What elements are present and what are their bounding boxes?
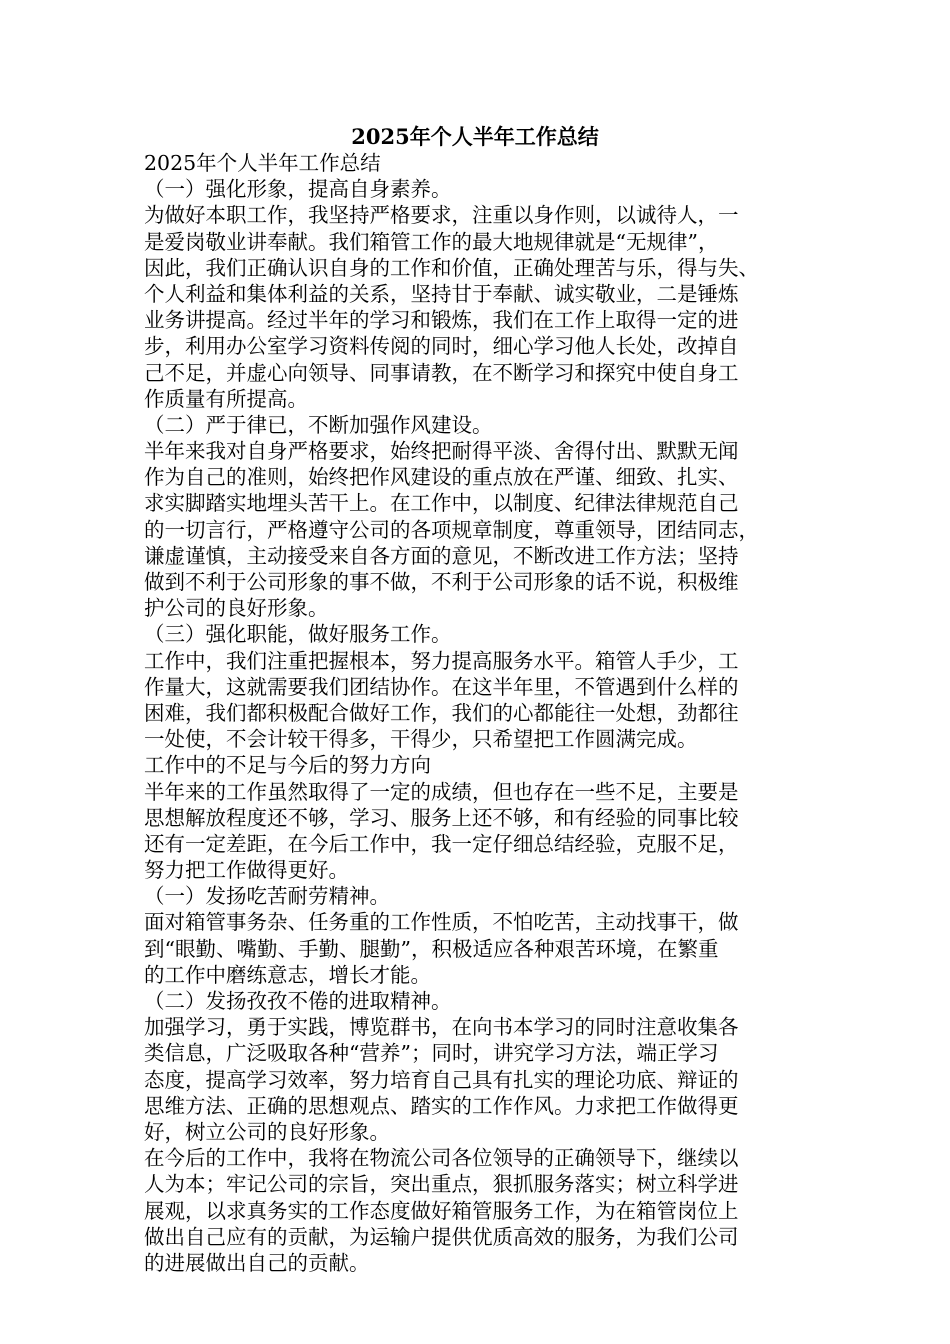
text-line: 做到不利于公司形象的事不做，不利于公司形象的话不说，积极维: [144, 570, 739, 594]
text-line: 面对箱管事务杂、任务重的工作性质，不怕吃苦，主动找事干，做: [144, 910, 739, 935]
text-line: 人为本；牢记公司的宗旨，突出重点，狠抓服务落实；树立科学进: [144, 1172, 739, 1197]
text-line: 态度，提高学习效率，努力培育自己具有扎实的理论功底、辩证的: [144, 1067, 739, 1092]
text-line: （一）强化形象，提高自身素养。: [144, 177, 452, 202]
text-line: 半年来我对自身严格要求，始终把耐得平淡、舍得付出、默默无闻: [144, 439, 739, 464]
text-line: 在今后的工作中，我将在物流公司各位领导的正确领导下，继续以: [144, 1146, 739, 1171]
text-line: （三）强化职能，做好服务工作。: [144, 622, 452, 647]
text-line: （一）发扬吃苦耐劳精神。: [144, 884, 390, 909]
text-line: 己不足，并虚心向领导、同事请教，在不断学习和探究中使自身工: [144, 360, 739, 385]
text-line: 的工作中磨练意志，增长才能。: [144, 962, 431, 987]
text-line: 因此，我们正确认识自身的工作和价值，正确处理苦与乐，得与失、: [144, 255, 759, 280]
text-line: 的一切言行，严格遵守公司的各项规章制度，尊重领导，团结同志，: [144, 517, 759, 542]
text-line: 谦虚谨慎，主动接受来自各方面的意见，不断改进工作方法；坚持: [144, 543, 739, 568]
text-line: （二）发扬孜孜不倦的进取精神。: [144, 989, 452, 1013]
text-line: 个人利益和集体利益的关系，坚持甘于奉献、诚实敬业，二是锤炼: [144, 281, 739, 306]
text-line: 半年来的工作虽然取得了一定的成绩，但也存在一些不足，主要是: [144, 779, 739, 804]
text-line: 作质量有所提高。: [144, 386, 308, 411]
text-line: 类信息，广泛吸取各种“营养”；同时，讲究学习方法，端正学习: [144, 1041, 719, 1066]
text-line: 工作中的不足与今后的努力方向: [144, 753, 431, 778]
text-line: 护公司的良好形象。: [144, 596, 329, 621]
text-line: 做出自己应有的贡献，为运输户提供优质高效的服务，为我们公司: [144, 1224, 739, 1249]
text-line: 为做好本职工作，我坚持严格要求，注重以身作则，以诚待人，一: [144, 203, 739, 228]
text-line: 展观，以求真务实的工作态度做好箱管服务工作，为在箱管岗位上: [144, 1198, 739, 1223]
text-line: （二）严于律已，不断加强作风建设。: [144, 412, 493, 437]
document-title: 2025年个人半年工作总结: [351, 124, 599, 149]
text-line: 2025年个人半年工作总结: [144, 151, 381, 175]
text-line: 步，利用办公室学习资料传阅的同时，细心学习他人长处，改掉自: [144, 334, 739, 359]
text-line: 还有一定差距，在今后工作中，我一定仔细总结经验，克服不足，: [144, 831, 739, 856]
text-line: 求实脚踏实地埋头苦干上。在工作中，以制度、纪律法律规范自己: [144, 491, 739, 516]
text-line: 是爱岗敬业讲奉献。我们箱管工作的最大地规律就是“无规律”，: [144, 229, 719, 254]
text-line: 思维方法、正确的思想观点、踏实的工作作风。力求把工作做得更: [144, 1093, 739, 1118]
text-line: 到“眼勤、嘴勤、手勤、腿勤”，积极适应各种艰苦环境，在繁重: [144, 936, 719, 961]
text-line: 一处使，不会计较干得多，干得少，只希望把工作圆满完成。: [144, 727, 698, 752]
document-body: [144, 150, 812, 1276]
text-line: 努力把工作做得更好。: [144, 858, 349, 883]
text-line: 思想解放程度还不够，学习、服务上还不够，和有经验的同事比较: [144, 805, 739, 830]
text-line: 加强学习，勇于实践，博览群书，在向书本学习的同时注意收集各: [144, 1015, 739, 1040]
text-line: 作量大，这就需要我们团结协作。在这半年里，不管遇到什么样的: [144, 674, 739, 699]
text-line: 业务讲提高。经过半年的学习和锻炼，我们在工作上取得一定的进: [144, 308, 739, 333]
text-line: 工作中，我们注重把握根本，努力提高服务水平。箱管人手少，工: [144, 648, 739, 673]
text-line: 好，树立公司的良好形象。: [144, 1119, 390, 1144]
text-line: 作为自己的准则，始终把作风建设的重点放在严谨、细致、扎实、: [144, 465, 739, 490]
text-line: 困难，我们都积极配合做好工作，我们的心都能往一处想，劲都往: [144, 700, 739, 725]
text-line: 的进展做出自己的贡献。: [144, 1250, 370, 1275]
